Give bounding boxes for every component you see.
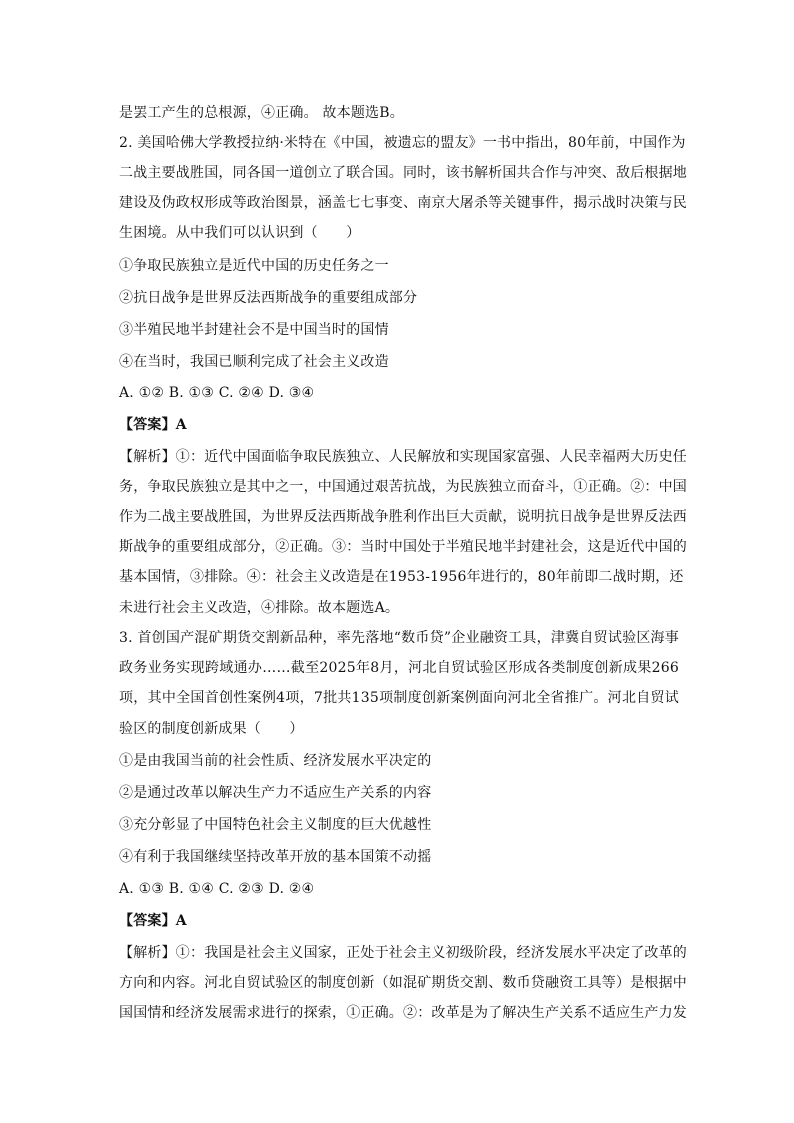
analysis-text: 基本国情，③排除。④：社会主义改造是在1953-1956年进行的，80年前即二战时期，还 (119, 569, 684, 585)
text-line: 政务业务实现跨域通办……截至2025年8月，河北自贸试验区形成各类制度创新成果266 (119, 660, 679, 676)
analysis-text: 【解析】①：我国是社会主义国家，正处于社会主义初级阶段，经济发展水平决定了改革的 (119, 945, 687, 961)
text-line: 生困境。从中我们可以认识到（ ） (119, 225, 361, 241)
analysis-text: 未进行社会主义改造，④排除。故本题选A。 (119, 600, 400, 616)
answer-label: 【答案】A (119, 417, 187, 433)
analysis-text: 方向和内容。河北自贸试验区的制度创新（如混矿期货交割、数币贷融资工具等）是根据中 (119, 975, 687, 991)
option-statement: ③充分彰显了中国特色社会主义制度的巨大优越性 (119, 817, 432, 833)
answer-choices: A. ①③ B. ①④ C. ②③ D. ②④ (119, 881, 315, 897)
text-line: 项，其中全国首创性案例4项，7批共135项制度创新案例面向河北全省推广。河北自贸试 (119, 690, 679, 706)
answer-label: 【答案】A (119, 913, 187, 929)
question-2-stem: 2. 美国哈佛大学教授拉纳·米特在《中国，被遗忘的盟友》一书中指出，80年前，中国作为 (119, 135, 686, 151)
analysis-text: 国国情和经济发展需求进行的探索，①正确。②：改革是为了解决生产关系不适应生产力发 (119, 1005, 687, 1021)
option-statement: ①争取民族独立是近代中国的历史任务之一 (119, 258, 389, 274)
text-line: 二战主要战胜国，同各国一道创立了联合国。同时，该书解析国共合作与冲突、敌后根据地 (119, 165, 687, 181)
text-line: 是罢工产生的总根源，④正确。 故本题选B。 (119, 105, 404, 121)
option-statement: ①是由我国当前的社会性质、经济发展水平决定的 (119, 753, 432, 769)
analysis-text: 【解析】①：近代中国面临争取民族独立、人民解放和实现国家富强、人民幸福两大历史任 (119, 449, 687, 465)
option-statement: ④在当时，我国已顺利完成了社会主义改造 (119, 354, 389, 370)
option-statement: ③半殖民地半封建社会不是中国当时的国情 (119, 322, 389, 338)
analysis-text: 务，争取民族独立是其中之一，中国通过艰苦抗战，为民族独立而奋斗，①正确。②：中国 (119, 479, 687, 495)
option-statement: ②抗日战争是世界反法西斯战争的重要组成部分 (119, 290, 418, 306)
question-3-stem: 3. 首创国产混矿期货交割新品种，率先落地“数币贷”企业融资工具，津冀自贸试验区海事 (119, 630, 679, 646)
text-line: 建设及伪政权形成等政治图景，涵盖七七事变、南京大屠杀等关键事件，揭示战时决策与民 (119, 195, 687, 211)
analysis-text: 斯战争的重要组成部分，②正确。③：当时中国处于半殖民地半封建社会，这是近代中国的 (119, 539, 687, 555)
option-statement: ②是通过改革以解决生产力不适应生产关系的内容 (119, 785, 432, 801)
answer-choices: A. ①② B. ①③ C. ②④ D. ③④ (119, 385, 315, 401)
analysis-text: 作为二战主要战胜国，为世界反法西斯战争胜利作出巨大贡献，说明抗日战争是世界反法西 (119, 509, 687, 525)
text-line: 验区的制度创新成果（ ） (119, 721, 304, 737)
option-statement: ④有利于我国继续坚持改革开放的基本国策不动摇 (119, 849, 432, 865)
